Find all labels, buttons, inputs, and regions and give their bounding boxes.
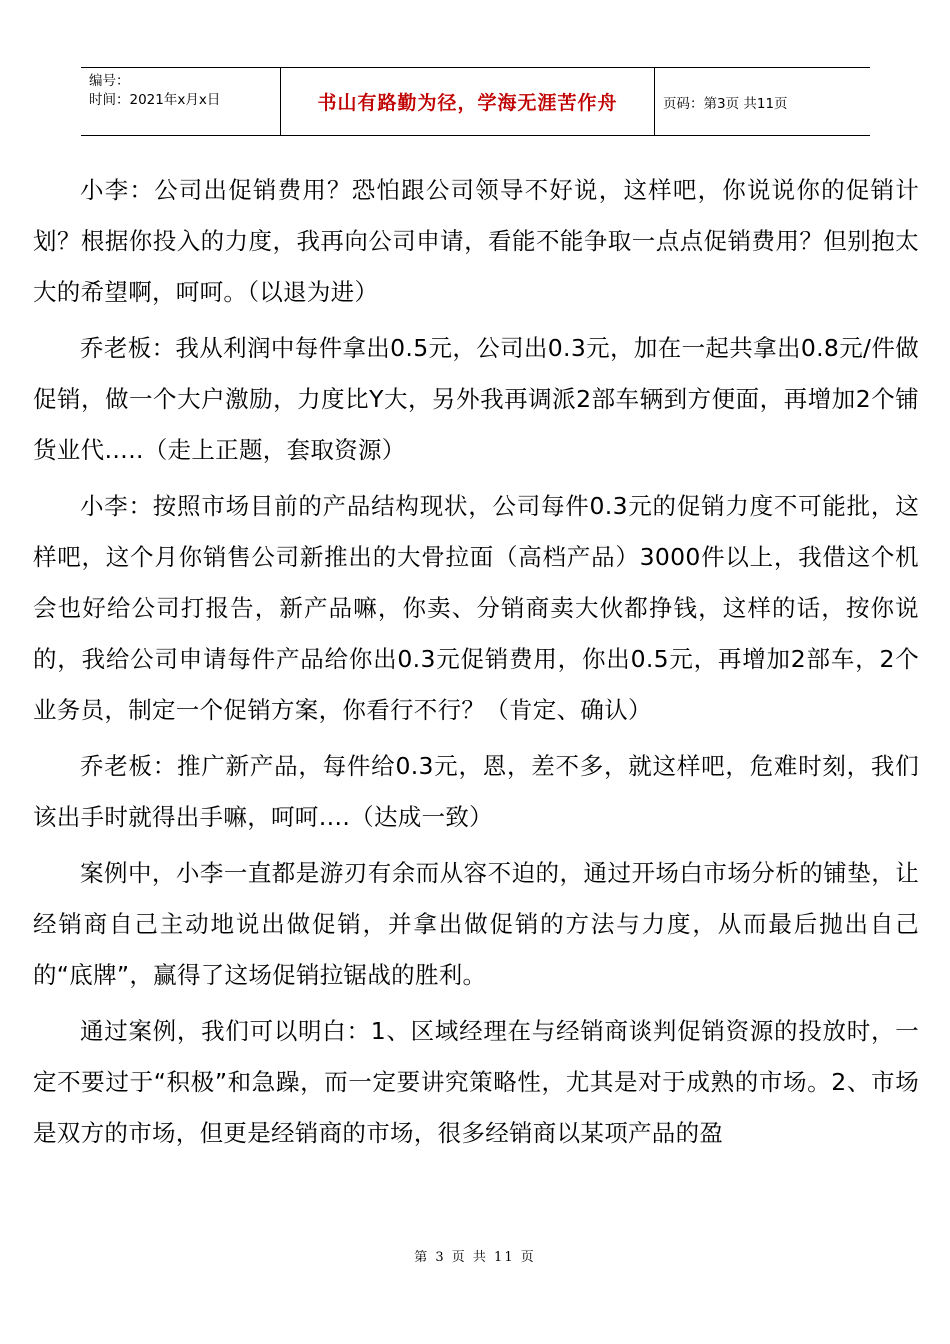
paragraph: 乔老板：推广新产品，每件给0.3元，恩，差不多，就这样吧，危难时刻，我们该出手时就得出手嘛，呵呵….（达成一致） (33, 752, 919, 831)
page-header (81, 67, 870, 136)
doc-number-label: 编号： (89, 73, 130, 89)
header-meta (81, 68, 281, 135)
paragraph: 小李：按照市场目前的产品结构现状，公司每件0.3元的促销力度不可能批，这样吧，这个月你销售公司新推出的大骨拉面（高档产品）3000件以上，我借这个机会也好给公司打报告，新产品嘛，你卖、分销商卖大伙都挣钱，这样的话，按你说的，我给公司申请每件产品给你出0.3元促销费用，你出0.5元，再增加2部车，2个业务员，制定一个促销方案，你看行不行？（肯定、确认） (33, 492, 919, 724)
document-body (33, 165, 919, 1164)
header-motto-cell (281, 68, 655, 135)
paragraph: 乔老板：我从利润中每件拿出0.5元，公司出0.3元，加在一起共拿出0.8元/件做促销，做一个大户激励，力度比Y大，另外我再调派2部车辆到方便面，再增加2个铺货业代…..（走上正题，套取资源） (33, 334, 919, 464)
paragraph: 小李：公司出促销费用？恐怕跟公司领导不好说，这样吧，你说说你的促销计划？根据你投入的力度，我再向公司申请，看能不能争取一点点促销费用？但别抱太大的希望啊，呵呵。（以退为进） (33, 176, 919, 306)
page-info: 页码：第3页 共11页 (663, 95, 788, 112)
time-label: 时间：2021年x月x日 (89, 92, 221, 108)
motto: 书山有路勤为径，学海无涯苦作舟 (317, 92, 618, 114)
paragraph: 通过案例，我们可以明白：1、区域经理在与经销商谈判促销资源的投放时，一定不要过于“积极”和急躁，而一定要讲究策略性，尤其是对于成熟的市场。2、市场是双方的市场，但更是经销商的市场，很多经销商以某项产品的盈 (33, 1017, 919, 1147)
header-page-cell (655, 68, 870, 135)
page-footer: 第 3 页 共 11 页 (414, 1250, 536, 1265)
paragraph: 案例中，小李一直都是游刃有余而从容不迫的，通过开场白市场分析的铺垫，让经销商自己主动地说出做促销，并拿出做促销的方法与力度，从而最后抛出自己的“底牌”，赢得了这场促销拉锯战的胜利。 (33, 859, 919, 989)
